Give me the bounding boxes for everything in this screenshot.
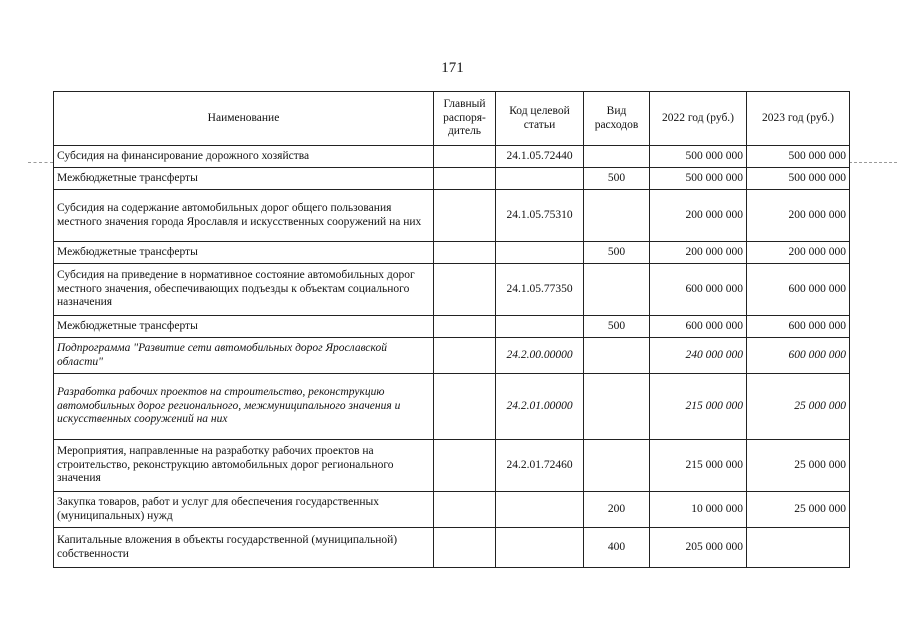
cell-name: Межбюджетные трансферты xyxy=(54,316,434,338)
cell-name: Субсидия на финансирование дорожного хозяйства xyxy=(54,146,434,168)
cell-2023: 200 000 000 xyxy=(747,190,850,242)
cell-2022: 10 000 000 xyxy=(650,492,747,528)
cell-grbs xyxy=(434,316,496,338)
cell-name: Межбюджетные трансферты xyxy=(54,168,434,190)
table-body xyxy=(54,146,850,568)
cell-2022: 215 000 000 xyxy=(650,374,747,440)
cell-code xyxy=(496,242,584,264)
cell-2023: 500 000 000 xyxy=(747,146,850,168)
cell-vr xyxy=(584,264,650,316)
cell-grbs xyxy=(434,264,496,316)
budget-table xyxy=(53,91,850,568)
cell-vr xyxy=(584,146,650,168)
cell-vr: 500 xyxy=(584,168,650,190)
cell-code xyxy=(496,492,584,528)
cell-2022: 200 000 000 xyxy=(650,190,747,242)
cell-name: Подпрограмма "Развитие сети автомобильных дорог Ярославской области" xyxy=(54,338,434,374)
cell-vr xyxy=(584,374,650,440)
cell-2023: 25 000 000 xyxy=(747,374,850,440)
cell-code: 24.1.05.77350 xyxy=(496,264,584,316)
cell-2023: 600 000 000 xyxy=(747,264,850,316)
cell-code xyxy=(496,528,584,568)
cell-name: Субсидия на приведение в нормативное состояние автомобильных дорог местного значения, обеспечивающих подъезды к объектам социального назначения xyxy=(54,264,434,316)
table-row xyxy=(54,242,850,264)
cell-2022: 215 000 000 xyxy=(650,440,747,492)
cell-grbs xyxy=(434,338,496,374)
cell-name: Разработка рабочих проектов на строительство, реконструкцию автомобильных дорог регионального, межмуниципального значения и искусственных сооружений на них xyxy=(54,374,434,440)
cell-code: 24.2.00.00000 xyxy=(496,338,584,374)
cell-grbs xyxy=(434,528,496,568)
cell-2023: 600 000 000 xyxy=(747,316,850,338)
cell-2022: 205 000 000 xyxy=(650,528,747,568)
cell-name: Межбюджетные трансферты xyxy=(54,242,434,264)
cell-name: Субсидия на содержание автомобильных дорог общего пользования местного значения города Ярославля и искусственных сооружений на них xyxy=(54,190,434,242)
cell-2023: 25 000 000 xyxy=(747,492,850,528)
table-row xyxy=(54,528,850,568)
cell-2022: 200 000 000 xyxy=(650,242,747,264)
header-2023: 2023 год (руб.) xyxy=(747,92,850,146)
header-name: Наименование xyxy=(54,92,434,146)
header-grbs: Главный распоря-дитель xyxy=(434,92,496,146)
cell-2023: 500 000 000 xyxy=(747,168,850,190)
header-row xyxy=(54,92,850,146)
cell-code: 24.1.05.75310 xyxy=(496,190,584,242)
cell-2023 xyxy=(747,528,850,568)
cell-code: 24.2.01.72460 xyxy=(496,440,584,492)
table-row xyxy=(54,168,850,190)
cell-name: Капитальные вложения в объекты государственной (муниципальной) собственности xyxy=(54,528,434,568)
cell-vr: 400 xyxy=(584,528,650,568)
cell-grbs xyxy=(434,242,496,264)
cell-name: Мероприятия, направленные на разработку рабочих проектов на строительство, реконструкцию автомобильных дорог регионального значения xyxy=(54,440,434,492)
scan-artifact-line-left xyxy=(28,162,53,163)
header-code: Код целевой статьи xyxy=(496,92,584,146)
cell-2022: 500 000 000 xyxy=(650,146,747,168)
header-vr: Вид расходов xyxy=(584,92,650,146)
scan-artifact-line-right xyxy=(849,162,897,163)
cell-grbs xyxy=(434,440,496,492)
page-number: 171 xyxy=(441,60,464,76)
cell-2023: 25 000 000 xyxy=(747,440,850,492)
header-2022: 2022 год (руб.) xyxy=(650,92,747,146)
cell-vr: 200 xyxy=(584,492,650,528)
table-row xyxy=(54,264,850,316)
cell-vr xyxy=(584,190,650,242)
cell-2022: 600 000 000 xyxy=(650,316,747,338)
cell-grbs xyxy=(434,374,496,440)
cell-grbs xyxy=(434,168,496,190)
table-row xyxy=(54,374,850,440)
cell-name: Закупка товаров, работ и услуг для обеспечения государственных (муниципальных) нужд xyxy=(54,492,434,528)
cell-vr xyxy=(584,338,650,374)
cell-grbs xyxy=(434,492,496,528)
table-row xyxy=(54,190,850,242)
table-row xyxy=(54,440,850,492)
cell-2022: 600 000 000 xyxy=(650,264,747,316)
table-row xyxy=(54,146,850,168)
cell-grbs xyxy=(434,190,496,242)
table-row xyxy=(54,338,850,374)
table-row xyxy=(54,316,850,338)
cell-code xyxy=(496,168,584,190)
cell-2022: 500 000 000 xyxy=(650,168,747,190)
cell-2023: 200 000 000 xyxy=(747,242,850,264)
cell-vr: 500 xyxy=(584,316,650,338)
cell-vr xyxy=(584,440,650,492)
cell-code: 24.2.01.00000 xyxy=(496,374,584,440)
cell-grbs xyxy=(434,146,496,168)
cell-2022: 240 000 000 xyxy=(650,338,747,374)
table-row xyxy=(54,492,850,528)
cell-vr: 500 xyxy=(584,242,650,264)
cell-2023: 600 000 000 xyxy=(747,338,850,374)
cell-code: 24.1.05.72440 xyxy=(496,146,584,168)
cell-code xyxy=(496,316,584,338)
